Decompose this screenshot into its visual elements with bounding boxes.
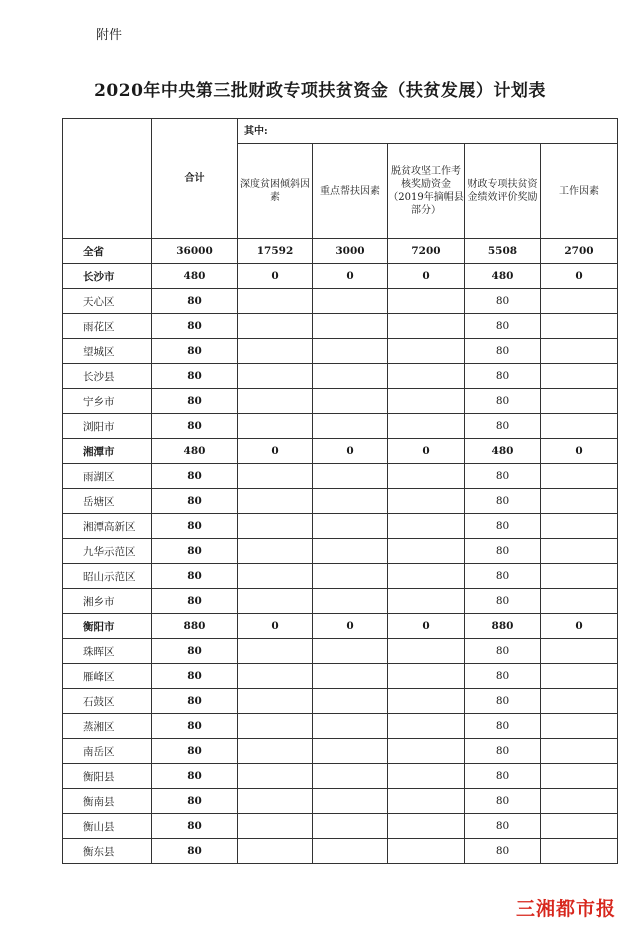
assessment-reward-cell [388,389,465,414]
assessment-reward-cell [388,814,465,839]
key-support-cell: 3000 [313,239,388,264]
table-row [63,539,618,564]
table-row [63,564,618,589]
deep-poverty-cell: 0 [238,614,313,639]
performance-reward-cell: 80 [465,489,541,514]
work-factor-cell [541,839,618,864]
deep-poverty-cell [238,364,313,389]
assessment-reward-cell [388,764,465,789]
performance-reward-cell: 480 [465,264,541,289]
work-factor-cell [541,639,618,664]
region-name-cell: 全省 [63,239,152,264]
assessment-reward-cell [388,639,465,664]
total-cell: 80 [152,489,238,514]
work-factor-cell [541,764,618,789]
total-cell: 80 [152,539,238,564]
region-name-cell: 望城区 [63,339,152,364]
work-factor-cell [541,464,618,489]
total-cell: 480 [152,264,238,289]
total-cell: 880 [152,614,238,639]
performance-reward-cell: 80 [465,389,541,414]
region-name-cell: 衡山县 [63,814,152,839]
region-name-cell: 湘潭高新区 [63,514,152,539]
key-support-cell: 0 [313,439,388,464]
work-factor-cell [541,364,618,389]
performance-reward-cell: 80 [465,764,541,789]
work-factor-cell [541,714,618,739]
work-factor-cell [541,414,618,439]
funding-plan-table [62,118,618,864]
key-support-cell [313,589,388,614]
work-factor-cell [541,814,618,839]
region-name-cell: 昭山示范区 [63,564,152,589]
key-support-cell [313,564,388,589]
total-cell: 80 [152,389,238,414]
header-total: 合计 [152,119,238,239]
deep-poverty-cell [238,464,313,489]
region-name-cell: 珠晖区 [63,639,152,664]
region-name-cell: 宁乡市 [63,389,152,414]
performance-reward-cell: 80 [465,714,541,739]
deep-poverty-cell [238,514,313,539]
assessment-reward-cell [388,589,465,614]
deep-poverty-cell [238,764,313,789]
performance-reward-cell: 80 [465,364,541,389]
table-row [63,714,618,739]
table-row [63,639,618,664]
assessment-reward-cell [388,514,465,539]
region-name-cell: 长沙县 [63,364,152,389]
work-factor-cell [541,339,618,364]
key-support-cell [313,689,388,714]
performance-reward-cell: 80 [465,739,541,764]
deep-poverty-cell [238,714,313,739]
table-row [63,614,618,639]
table-row [63,439,618,464]
performance-reward-cell: 80 [465,639,541,664]
region-name-cell: 湘潭市 [63,439,152,464]
deep-poverty-cell: 0 [238,264,313,289]
assessment-reward-cell [388,464,465,489]
table-row [63,414,618,439]
assessment-reward-cell [388,539,465,564]
deep-poverty-cell [238,539,313,564]
table-row [63,289,618,314]
key-support-cell [313,289,388,314]
region-name-cell: 蒸湘区 [63,714,152,739]
deep-poverty-cell: 0 [238,439,313,464]
newspaper-watermark: 三湘都市报 [515,898,616,920]
region-name-cell: 雁峰区 [63,664,152,689]
work-factor-cell [541,689,618,714]
key-support-cell [313,839,388,864]
total-cell: 80 [152,789,238,814]
performance-reward-cell: 80 [465,789,541,814]
assessment-reward-cell: 0 [388,614,465,639]
region-name-cell: 长沙市 [63,264,152,289]
region-name-cell: 湘乡市 [63,589,152,614]
deep-poverty-cell [238,389,313,414]
table-row [63,389,618,414]
key-support-cell [313,789,388,814]
performance-reward-cell: 5508 [465,239,541,264]
work-factor-cell [541,589,618,614]
work-factor-cell [541,739,618,764]
assessment-reward-cell [388,689,465,714]
total-cell: 36000 [152,239,238,264]
total-cell: 80 [152,714,238,739]
assessment-reward-cell: 0 [388,439,465,464]
total-cell: 80 [152,739,238,764]
table-row [63,789,618,814]
table-row [63,264,618,289]
key-support-cell [313,414,388,439]
header-col-performance-reward: 财政专项扶贫资金绩效评价奖励 [465,144,541,239]
table-row [63,664,618,689]
deep-poverty-cell [238,639,313,664]
table-row [63,314,618,339]
region-name-cell: 衡阳市 [63,614,152,639]
total-cell: 80 [152,289,238,314]
document-title: 2020年中央第三批财政专项扶贫资金（扶贫发展）计划表 [94,81,546,101]
work-factor-cell [541,314,618,339]
deep-poverty-cell [238,589,313,614]
table-row [63,689,618,714]
total-cell: 80 [152,664,238,689]
performance-reward-cell: 80 [465,414,541,439]
performance-reward-cell: 80 [465,564,541,589]
work-factor-cell [541,664,618,689]
assessment-reward-cell [388,664,465,689]
table-row [63,364,618,389]
region-name-cell: 浏阳市 [63,414,152,439]
total-cell: 80 [152,589,238,614]
key-support-cell [313,339,388,364]
performance-reward-cell: 80 [465,289,541,314]
performance-reward-cell: 80 [465,689,541,714]
deep-poverty-cell [238,489,313,514]
assessment-reward-cell [388,289,465,314]
work-factor-cell [541,539,618,564]
total-cell: 80 [152,514,238,539]
header-col-key-support: 重点帮扶因素 [313,144,388,239]
region-name-cell: 衡东县 [63,839,152,864]
region-name-cell: 天心区 [63,289,152,314]
header-of-which: 其中: [238,119,618,144]
assessment-reward-cell: 7200 [388,239,465,264]
total-cell: 480 [152,439,238,464]
deep-poverty-cell [238,739,313,764]
table-row [63,464,618,489]
deep-poverty-cell [238,839,313,864]
key-support-cell [313,664,388,689]
assessment-reward-cell [388,339,465,364]
key-support-cell [313,364,388,389]
total-cell: 80 [152,639,238,664]
deep-poverty-cell [238,564,313,589]
key-support-cell: 0 [313,264,388,289]
assessment-reward-cell [388,414,465,439]
table-row [63,489,618,514]
assessment-reward-cell [388,839,465,864]
deep-poverty-cell [238,789,313,814]
table-row [63,339,618,364]
work-factor-cell: 0 [541,439,618,464]
performance-reward-cell: 80 [465,664,541,689]
performance-reward-cell: 80 [465,339,541,364]
total-cell: 80 [152,464,238,489]
region-name-cell: 石鼓区 [63,689,152,714]
performance-reward-cell: 80 [465,814,541,839]
assessment-reward-cell [388,739,465,764]
key-support-cell [313,389,388,414]
deep-poverty-cell [238,314,313,339]
total-cell: 80 [152,364,238,389]
work-factor-cell [541,514,618,539]
performance-reward-cell: 480 [465,439,541,464]
key-support-cell [313,514,388,539]
total-cell: 80 [152,339,238,364]
table-row [63,814,618,839]
assessment-reward-cell [388,364,465,389]
assessment-reward-cell [388,714,465,739]
work-factor-cell: 0 [541,264,618,289]
total-cell: 80 [152,314,238,339]
key-support-cell [313,464,388,489]
region-name-cell: 衡阳县 [63,764,152,789]
assessment-reward-cell [388,314,465,339]
key-support-cell [313,814,388,839]
table-row [63,239,618,264]
region-name-cell: 九华示范区 [63,539,152,564]
deep-poverty-cell [238,414,313,439]
total-cell: 80 [152,814,238,839]
total-cell: 80 [152,414,238,439]
performance-reward-cell: 80 [465,839,541,864]
assessment-reward-cell: 0 [388,264,465,289]
region-name-cell: 雨湖区 [63,464,152,489]
work-factor-cell: 0 [541,614,618,639]
total-cell: 80 [152,839,238,864]
total-cell: 80 [152,564,238,589]
work-factor-cell [541,489,618,514]
key-support-cell [313,739,388,764]
key-support-cell [313,639,388,664]
total-cell: 80 [152,764,238,789]
header-col-work-factor: 工作因素 [541,144,618,239]
assessment-reward-cell [388,489,465,514]
header-col-assessment-reward: 脱贫攻坚工作考核奖励资金（2019年摘帽县部分） [388,144,465,239]
performance-reward-cell: 80 [465,464,541,489]
key-support-cell [313,539,388,564]
table-row [63,839,618,864]
region-name-cell: 雨花区 [63,314,152,339]
header-region-cell [63,119,152,239]
attachment-label: 附件 [96,28,123,43]
performance-reward-cell: 80 [465,514,541,539]
work-factor-cell [541,564,618,589]
table-row [63,764,618,789]
performance-reward-cell: 80 [465,589,541,614]
header-col-deep-poverty: 深度贫困倾斜因素 [238,144,313,239]
performance-reward-cell: 80 [465,314,541,339]
performance-reward-cell: 80 [465,539,541,564]
key-support-cell [313,489,388,514]
deep-poverty-cell [238,664,313,689]
assessment-reward-cell [388,789,465,814]
work-factor-cell: 2700 [541,239,618,264]
region-name-cell: 衡南县 [63,789,152,814]
key-support-cell [313,714,388,739]
deep-poverty-cell [238,339,313,364]
key-support-cell [313,314,388,339]
region-name-cell: 岳塘区 [63,489,152,514]
table-row [63,514,618,539]
work-factor-cell [541,789,618,814]
deep-poverty-cell: 17592 [238,239,313,264]
deep-poverty-cell [238,814,313,839]
deep-poverty-cell [238,289,313,314]
assessment-reward-cell [388,564,465,589]
deep-poverty-cell [238,689,313,714]
work-factor-cell [541,389,618,414]
performance-reward-cell: 880 [465,614,541,639]
region-name-cell: 南岳区 [63,739,152,764]
total-cell: 80 [152,689,238,714]
table-row [63,589,618,614]
key-support-cell [313,764,388,789]
table-row [63,739,618,764]
key-support-cell: 0 [313,614,388,639]
work-factor-cell [541,289,618,314]
